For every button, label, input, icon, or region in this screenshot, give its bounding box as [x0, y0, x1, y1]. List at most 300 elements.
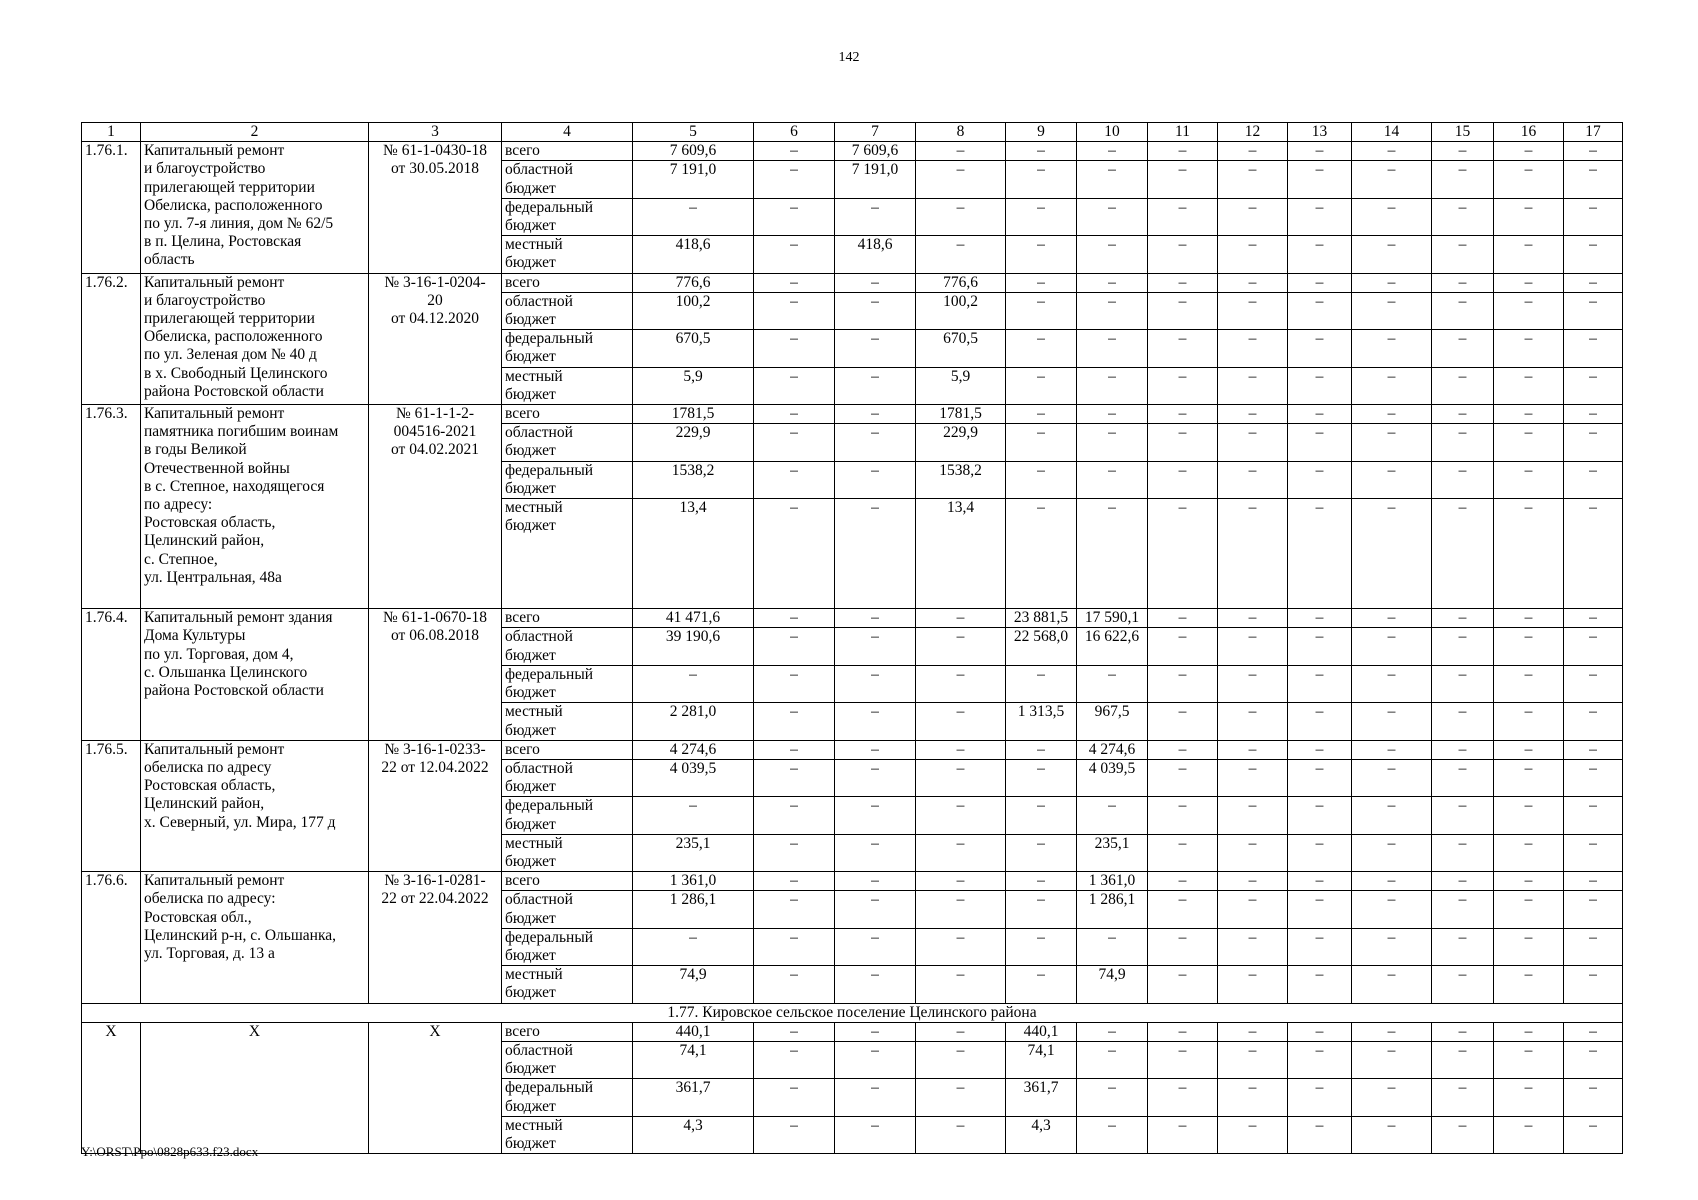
funding-source [502, 273, 633, 292]
amount-cell: – [1494, 161, 1564, 198]
amount-cell: – [1494, 405, 1564, 424]
amount-cell: – [1148, 872, 1218, 891]
funding-source [502, 499, 633, 609]
text-line: областной [505, 891, 573, 909]
amount-cell: – [1288, 609, 1352, 628]
amount-cell: – [1432, 665, 1494, 702]
amount-cell: – [754, 161, 835, 198]
funding-source [502, 740, 633, 759]
amount-cell: – [916, 628, 1006, 665]
text-line: бюджет [505, 348, 556, 366]
amount-cell: – [633, 665, 754, 702]
text-line: Ростовская обл., [144, 908, 252, 926]
amount-cell: – [1077, 424, 1148, 461]
amount-cell: 74,1 [1006, 1041, 1077, 1078]
amount-cell: – [1288, 405, 1352, 424]
item-number: 1.76.2. [82, 273, 141, 404]
amount-cell: – [916, 834, 1006, 871]
section-title: 1.77. Кировское сельское поселение Целинского района [82, 1003, 1623, 1022]
amount-cell: – [916, 142, 1006, 161]
amount-cell: – [1288, 928, 1352, 965]
text-line: местный [505, 966, 563, 984]
amount-cell: – [916, 1079, 1006, 1116]
funding-source [502, 405, 633, 424]
amount-cell: – [1288, 628, 1352, 665]
amount-cell: – [1218, 966, 1288, 1003]
amount-cell: – [754, 740, 835, 759]
amount-cell: – [1352, 703, 1432, 740]
text-line: бюджет [505, 1134, 556, 1152]
amount-cell: – [1218, 703, 1288, 740]
amount-cell: – [1288, 703, 1352, 740]
text-line: бюджет [505, 517, 556, 535]
amount-cell: – [754, 797, 835, 834]
amount-cell: – [1218, 198, 1288, 235]
text-line: Отечественной войны [144, 459, 290, 477]
text-line: района Ростовской области [144, 682, 324, 700]
amount-cell: 776,6 [633, 273, 754, 292]
amount-cell: – [1564, 499, 1623, 609]
item-number: 1.76.5. [82, 740, 141, 871]
amount-cell: – [1148, 236, 1218, 273]
amount-cell: – [1352, 161, 1432, 198]
column-number: 10 [1077, 123, 1148, 142]
amount-cell: – [1564, 405, 1623, 424]
text-line: федеральный [505, 198, 594, 216]
text-line: всего [505, 872, 540, 890]
amount-cell: – [1352, 198, 1432, 235]
amount-cell: – [754, 1022, 835, 1041]
amount-cell: – [1006, 759, 1077, 796]
amount-cell: – [835, 928, 916, 965]
amount-cell: – [1288, 891, 1352, 928]
amount-cell: – [1218, 797, 1288, 834]
amount-cell: – [1564, 628, 1623, 665]
amount-cell: 17 590,1 [1077, 609, 1148, 628]
amount-cell: – [754, 928, 835, 965]
amount-cell: – [1352, 797, 1432, 834]
column-number: 8 [916, 123, 1006, 142]
amount-cell: – [1006, 461, 1077, 498]
table-row [82, 872, 1623, 891]
text-line: ул. Центральная, 48а [144, 568, 282, 586]
text-line: областной [505, 628, 573, 646]
amount-cell: 7 609,6 [633, 142, 754, 161]
amount-cell: – [1148, 891, 1218, 928]
amount-cell: – [1288, 198, 1352, 235]
funding-source [502, 424, 633, 461]
text-line: бюджет [505, 721, 556, 739]
amount-cell: – [1494, 966, 1564, 1003]
text-line: по ул. Зеленая дом № 40 д [144, 346, 317, 364]
text-line: с. Степное, [144, 550, 218, 568]
text-line: бюджет [505, 1097, 556, 1115]
amount-cell: – [1352, 1079, 1432, 1116]
amount-cell: – [1077, 292, 1148, 329]
amount-cell: – [835, 966, 916, 1003]
amount-cell: – [1352, 499, 1432, 609]
text-line: всего [505, 273, 540, 291]
amount-cell: – [1077, 1116, 1148, 1153]
amount-cell: – [754, 703, 835, 740]
amount-cell: – [1148, 609, 1218, 628]
text-line: № 61-1-0670-18 [383, 609, 487, 627]
funding-source [502, 797, 633, 834]
amount-cell: – [754, 834, 835, 871]
amount-cell: 100,2 [916, 292, 1006, 329]
amount-cell: – [1352, 142, 1432, 161]
document-number [369, 740, 502, 871]
amount-cell: – [1564, 273, 1623, 292]
amount-cell: – [1494, 198, 1564, 235]
amount-cell: – [754, 236, 835, 273]
amount-cell: – [1288, 142, 1352, 161]
amount-cell: – [1288, 461, 1352, 498]
text-line: Х [429, 1022, 441, 1040]
text-line: Капитальный ремонт [144, 740, 285, 758]
text-line: бюджет [505, 385, 556, 403]
amount-cell: – [1148, 928, 1218, 965]
amount-cell: – [1432, 424, 1494, 461]
funding-source [502, 198, 633, 235]
amount-cell: 361,7 [633, 1079, 754, 1116]
amount-cell: – [1352, 891, 1432, 928]
amount-cell: – [1218, 740, 1288, 759]
item-number: 1.76.4. [82, 609, 141, 740]
text-line: бюджет [505, 909, 556, 927]
amount-cell: 1 286,1 [1077, 891, 1148, 928]
amount-cell: – [835, 367, 916, 404]
amount-cell: – [1288, 834, 1352, 871]
text-line: местный [505, 236, 563, 254]
text-line: Целинский район, [144, 795, 265, 813]
column-number: 15 [1432, 123, 1494, 142]
amount-cell: – [1148, 740, 1218, 759]
amount-cell: – [1432, 405, 1494, 424]
amount-cell: – [1494, 759, 1564, 796]
amount-cell: – [1352, 330, 1432, 367]
amount-cell: – [1494, 703, 1564, 740]
amount-cell: 2 281,0 [633, 703, 754, 740]
funding-source [502, 367, 633, 404]
text-line: № 61-1-1-2- [395, 405, 475, 423]
amount-cell: – [1077, 142, 1148, 161]
amount-cell: – [1148, 367, 1218, 404]
amount-cell: – [835, 740, 916, 759]
text-line: памятника погибшим воинам [144, 423, 339, 441]
text-line: и благоустройство [144, 291, 266, 309]
amount-cell: 13,4 [633, 499, 754, 609]
item-description [141, 609, 369, 740]
amount-cell: – [1564, 161, 1623, 198]
amount-cell: – [1218, 424, 1288, 461]
amount-cell: – [916, 161, 1006, 198]
section-row [82, 1003, 1623, 1022]
amount-cell: – [754, 330, 835, 367]
amount-cell: – [1432, 236, 1494, 273]
amount-cell: 1781,5 [633, 405, 754, 424]
text-line: в п. Целина, Ростовская [144, 233, 302, 251]
text-line: от 04.12.2020 [391, 310, 479, 328]
amount-cell: – [1148, 142, 1218, 161]
amount-cell: – [1494, 1079, 1564, 1116]
amount-cell: – [1006, 928, 1077, 965]
amount-cell: – [835, 797, 916, 834]
text-line: бюджет [505, 254, 556, 272]
amount-cell: 418,6 [633, 236, 754, 273]
amount-cell: 16 622,6 [1077, 628, 1148, 665]
amount-cell: – [1432, 273, 1494, 292]
amount-cell: – [1218, 1022, 1288, 1041]
amount-cell: – [1006, 236, 1077, 273]
text-line: областной [505, 424, 573, 442]
amount-cell: – [916, 1022, 1006, 1041]
amount-cell: – [1564, 1079, 1623, 1116]
text-line: Целинский р-н, с. Ольшанка, [144, 926, 337, 944]
text-line: бюджет [505, 179, 556, 197]
table-row [82, 405, 1623, 424]
document-number [369, 142, 502, 273]
amount-cell: 7 191,0 [835, 161, 916, 198]
funding-source [502, 142, 633, 161]
amount-cell: – [754, 292, 835, 329]
amount-cell: – [1006, 872, 1077, 891]
amount-cell: – [1564, 609, 1623, 628]
text-line: 22 от 12.04.2022 [381, 758, 489, 776]
amount-cell: – [835, 499, 916, 609]
amount-cell: – [1564, 891, 1623, 928]
amount-cell: 1781,5 [916, 405, 1006, 424]
column-number: 6 [754, 123, 835, 142]
amount-cell: – [916, 1116, 1006, 1153]
column-number: 5 [633, 123, 754, 142]
funding-source [502, 703, 633, 740]
amount-cell: – [754, 367, 835, 404]
amount-cell: – [1288, 872, 1352, 891]
amount-cell: 440,1 [1006, 1022, 1077, 1041]
amount-cell: – [1352, 628, 1432, 665]
amount-cell: – [1288, 1022, 1352, 1041]
column-number: 2 [141, 123, 369, 142]
amount-cell: – [1288, 330, 1352, 367]
funding-source [502, 665, 633, 702]
table-row [82, 1022, 1623, 1041]
amount-cell: – [1077, 236, 1148, 273]
column-number: 17 [1564, 123, 1623, 142]
amount-cell: – [1288, 966, 1352, 1003]
amount-cell: – [1494, 367, 1564, 404]
amount-cell: – [1077, 665, 1148, 702]
amount-cell: – [1077, 330, 1148, 367]
amount-cell: – [1148, 1041, 1218, 1078]
amount-cell: – [1218, 1079, 1288, 1116]
amount-cell: – [1352, 665, 1432, 702]
funding-source [502, 966, 633, 1003]
text-line: федеральный [505, 928, 594, 946]
amount-cell: – [1494, 872, 1564, 891]
amount-cell: – [916, 236, 1006, 273]
amount-cell: – [916, 759, 1006, 796]
amount-cell: – [1564, 1041, 1623, 1078]
amount-cell: – [1288, 367, 1352, 404]
amount-cell: – [1432, 367, 1494, 404]
text-line: обелиска по адресу [144, 758, 272, 776]
amount-cell: – [1148, 273, 1218, 292]
funding-source [502, 292, 633, 329]
text-line: бюджет [505, 479, 556, 497]
amount-cell: – [1148, 966, 1218, 1003]
amount-cell: – [1218, 461, 1288, 498]
text-line: прилегающей территории [144, 310, 315, 328]
amount-cell: – [916, 740, 1006, 759]
amount-cell: – [1432, 703, 1494, 740]
amount-cell: – [1494, 292, 1564, 329]
amount-cell: – [754, 665, 835, 702]
amount-cell: 4 039,5 [1077, 759, 1148, 796]
amount-cell: – [1148, 424, 1218, 461]
amount-cell: – [1494, 330, 1564, 367]
amount-cell: 1 286,1 [633, 891, 754, 928]
amount-cell: 1538,2 [633, 461, 754, 498]
amount-cell: – [754, 966, 835, 1003]
text-line: Капитальный ремонт [144, 405, 285, 423]
amount-cell: – [916, 1041, 1006, 1078]
amount-cell: – [754, 1041, 835, 1078]
funding-source [502, 609, 633, 628]
text-line: бюджет [505, 852, 556, 870]
amount-cell: – [835, 665, 916, 702]
table-row [82, 273, 1623, 292]
column-number: 3 [369, 123, 502, 142]
amount-cell: – [1352, 834, 1432, 871]
funding-source [502, 1079, 633, 1116]
amount-cell: – [916, 928, 1006, 965]
text-line: района Ростовской области [144, 382, 324, 400]
amount-cell: – [1218, 665, 1288, 702]
amount-cell: – [835, 872, 916, 891]
text-line: от 04.02.2021 [391, 441, 479, 459]
amount-cell: – [835, 703, 916, 740]
amount-cell: – [1494, 628, 1564, 665]
column-number: 14 [1352, 123, 1432, 142]
text-line: по адресу: [144, 496, 213, 514]
text-line: местный [505, 499, 563, 517]
amount-cell: – [1564, 236, 1623, 273]
amount-cell: – [1006, 740, 1077, 759]
amount-cell: – [1077, 367, 1148, 404]
text-line: Целинский район, [144, 532, 265, 550]
header-row [82, 123, 1623, 142]
amount-cell: 4,3 [633, 1116, 754, 1153]
amount-cell: – [1218, 367, 1288, 404]
amount-cell: – [916, 703, 1006, 740]
item-description [141, 740, 369, 871]
text-line: местный [505, 1116, 563, 1134]
amount-cell: – [1006, 198, 1077, 235]
text-line: всего [505, 609, 540, 627]
amount-cell: 1 361,0 [1077, 872, 1148, 891]
amount-cell: – [835, 330, 916, 367]
amount-cell: – [916, 966, 1006, 1003]
amount-cell: – [754, 461, 835, 498]
funding-source [502, 1022, 633, 1041]
amount-cell: – [1077, 499, 1148, 609]
amount-cell: – [835, 405, 916, 424]
text-line: область [144, 251, 195, 269]
text-line: местный [505, 834, 563, 852]
amount-cell: – [1077, 161, 1148, 198]
document-number [369, 872, 502, 1003]
amount-cell: 7 191,0 [633, 161, 754, 198]
amount-cell: – [1352, 966, 1432, 1003]
amount-cell: 13,4 [916, 499, 1006, 609]
amount-cell: – [1432, 928, 1494, 965]
amount-cell: – [1148, 161, 1218, 198]
text-line: бюджет [505, 1060, 556, 1078]
amount-cell: – [1432, 1079, 1494, 1116]
amount-cell: – [1218, 330, 1288, 367]
column-number: 9 [1006, 123, 1077, 142]
amount-cell: 5,9 [633, 367, 754, 404]
amount-cell: – [1218, 609, 1288, 628]
amount-cell: – [1494, 142, 1564, 161]
text-line: 004516-2021 [393, 423, 477, 441]
amount-cell: – [1432, 1041, 1494, 1078]
amount-cell: – [1288, 161, 1352, 198]
amount-cell: – [1494, 891, 1564, 928]
text-line: бюджет [505, 646, 556, 664]
amount-cell: – [835, 834, 916, 871]
amount-cell: – [1006, 424, 1077, 461]
amount-cell: – [1218, 273, 1288, 292]
amount-cell: – [1352, 1041, 1432, 1078]
text-line: Ростовская область, [144, 777, 276, 795]
amount-cell: – [1352, 928, 1432, 965]
page-number: 142 [838, 50, 860, 65]
footer-file-path: Y:\ORST\Ppo\0828p633.f23.docx [81, 1144, 259, 1159]
amount-cell: – [1352, 609, 1432, 628]
text-line: областной [505, 292, 573, 310]
text-line: в годы Великой [144, 441, 247, 459]
amount-cell: – [754, 872, 835, 891]
text-line: бюджет [505, 946, 556, 964]
amount-cell: – [1218, 834, 1288, 871]
amount-cell: – [916, 609, 1006, 628]
text-line: федеральный [505, 665, 594, 683]
document-number [369, 609, 502, 740]
amount-cell: – [1564, 424, 1623, 461]
amount-cell: 235,1 [633, 834, 754, 871]
column-number: 11 [1148, 123, 1218, 142]
text-line: федеральный [505, 330, 594, 348]
text-line: местный [505, 367, 563, 385]
amount-cell: – [1288, 1116, 1352, 1153]
text-line: № 3-16-1-0281- [384, 872, 486, 890]
amount-cell: – [754, 1079, 835, 1116]
amount-cell: – [1494, 424, 1564, 461]
amount-cell: – [1564, 872, 1623, 891]
amount-cell: – [1564, 1116, 1623, 1153]
column-number: 1 [82, 123, 141, 142]
amount-cell: 967,5 [1077, 703, 1148, 740]
amount-cell: – [1432, 142, 1494, 161]
amount-cell: – [1288, 1079, 1352, 1116]
amount-cell: – [1077, 1022, 1148, 1041]
amount-cell: – [1352, 759, 1432, 796]
text-line: Капитальный ремонт [144, 142, 285, 160]
text-line: в х. Свободный Целинского [144, 364, 328, 382]
amount-cell: – [1218, 759, 1288, 796]
